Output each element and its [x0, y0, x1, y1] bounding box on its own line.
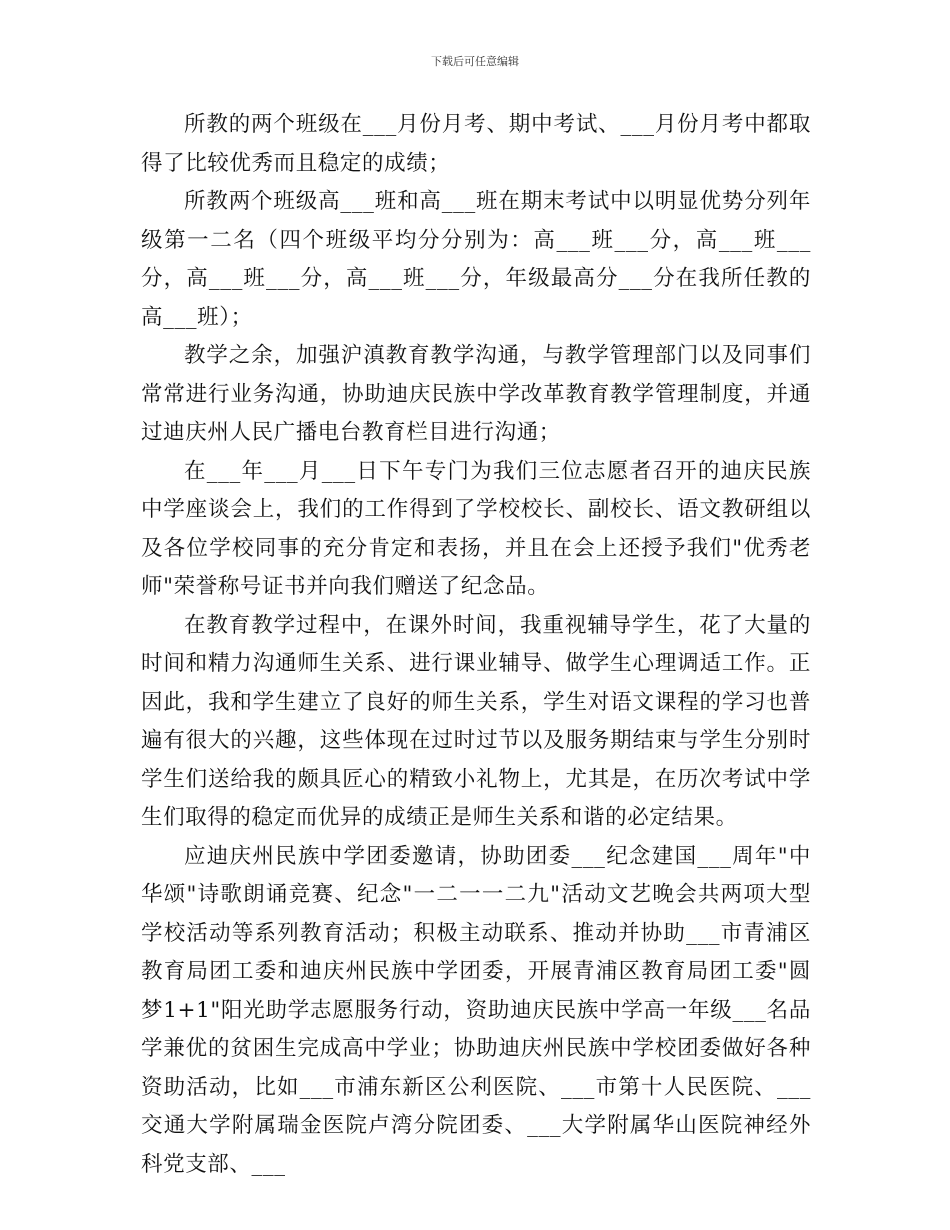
paragraph-6: 应迪庆州民族中学团委邀请，协助团委___纪念建国___周年"中华颂"诗歌朗诵竞赛、纪念"一二一一二九"活动文艺晚会共两项大型学校活动等系列教育活动；积极主动联系、推动并协助___市青浦区教育局团工委和迪庆州民族中学团委，开展青浦区教育局团工委"圆梦1+1"阳光助学志愿服务行动，资助迪庆民族中学高一年级___名品学兼优的贫困生完成高中学业；协助迪庆州民族中学校团委做好各种资助活动，比如___市浦东新区公利医院、___市第十人民医院、___交通大学附属瑞金医院卢湾分院团委、___大学附属华山医院神经外科党支部、___ [141, 843, 811, 1177]
paragraph-4: 在___年___月___日下午专门为我们三位志愿者召开的迪庆民族中学座谈会上，我们的工作得到了学校校长、副校长、语文教研组以及各位学校同事的充分肯定和表扬，并且在会上还授予我们"优秀老师"荣誉称号证书并向我们赠送了纪念品。 [141, 458, 811, 599]
document-body [141, 106, 811, 1184]
paragraph-3: 教学之余，加强沪滇教育教学沟通，与教学管理部门以及同事们常常进行业务沟通，协助迪庆民族中学改革教育教学管理制度，并通过迪庆州人民广播电台教育栏目进行沟通； [141, 343, 811, 445]
paragraph-1: 所教的两个班级在___月份月考、期中考试、___月份月考中都取得了比较优秀而且稳定的成绩； [141, 112, 811, 176]
paragraph-2: 所教两个班级高___班和高___班在期末考试中以明显优势分列年级第一二名（四个班级平均分分别为：高___班___分，高___班___分，高___班___分，高___班___分，年级最高分___分在我所任教的高___班）； [141, 189, 811, 330]
paragraph-5: 在教育教学过程中，在课外时间，我重视辅导学生，花了大量的时间和精力沟通师生关系、进行课业辅导、做学生心理调适工作。正因此，我和学生建立了良好的师生关系，学生对语文课程的学习也普遍有很大的兴趣，这些体现在过时过节以及服务期结束与学生分别时学生们送给我的颇具匠心的精致小礼物上，尤其是，在历次考试中学生们取得的稳定而优异的成绩正是师生关系和谐的必定结果。 [141, 612, 811, 830]
page-header: 下载后可任意编辑 [431, 55, 519, 68]
